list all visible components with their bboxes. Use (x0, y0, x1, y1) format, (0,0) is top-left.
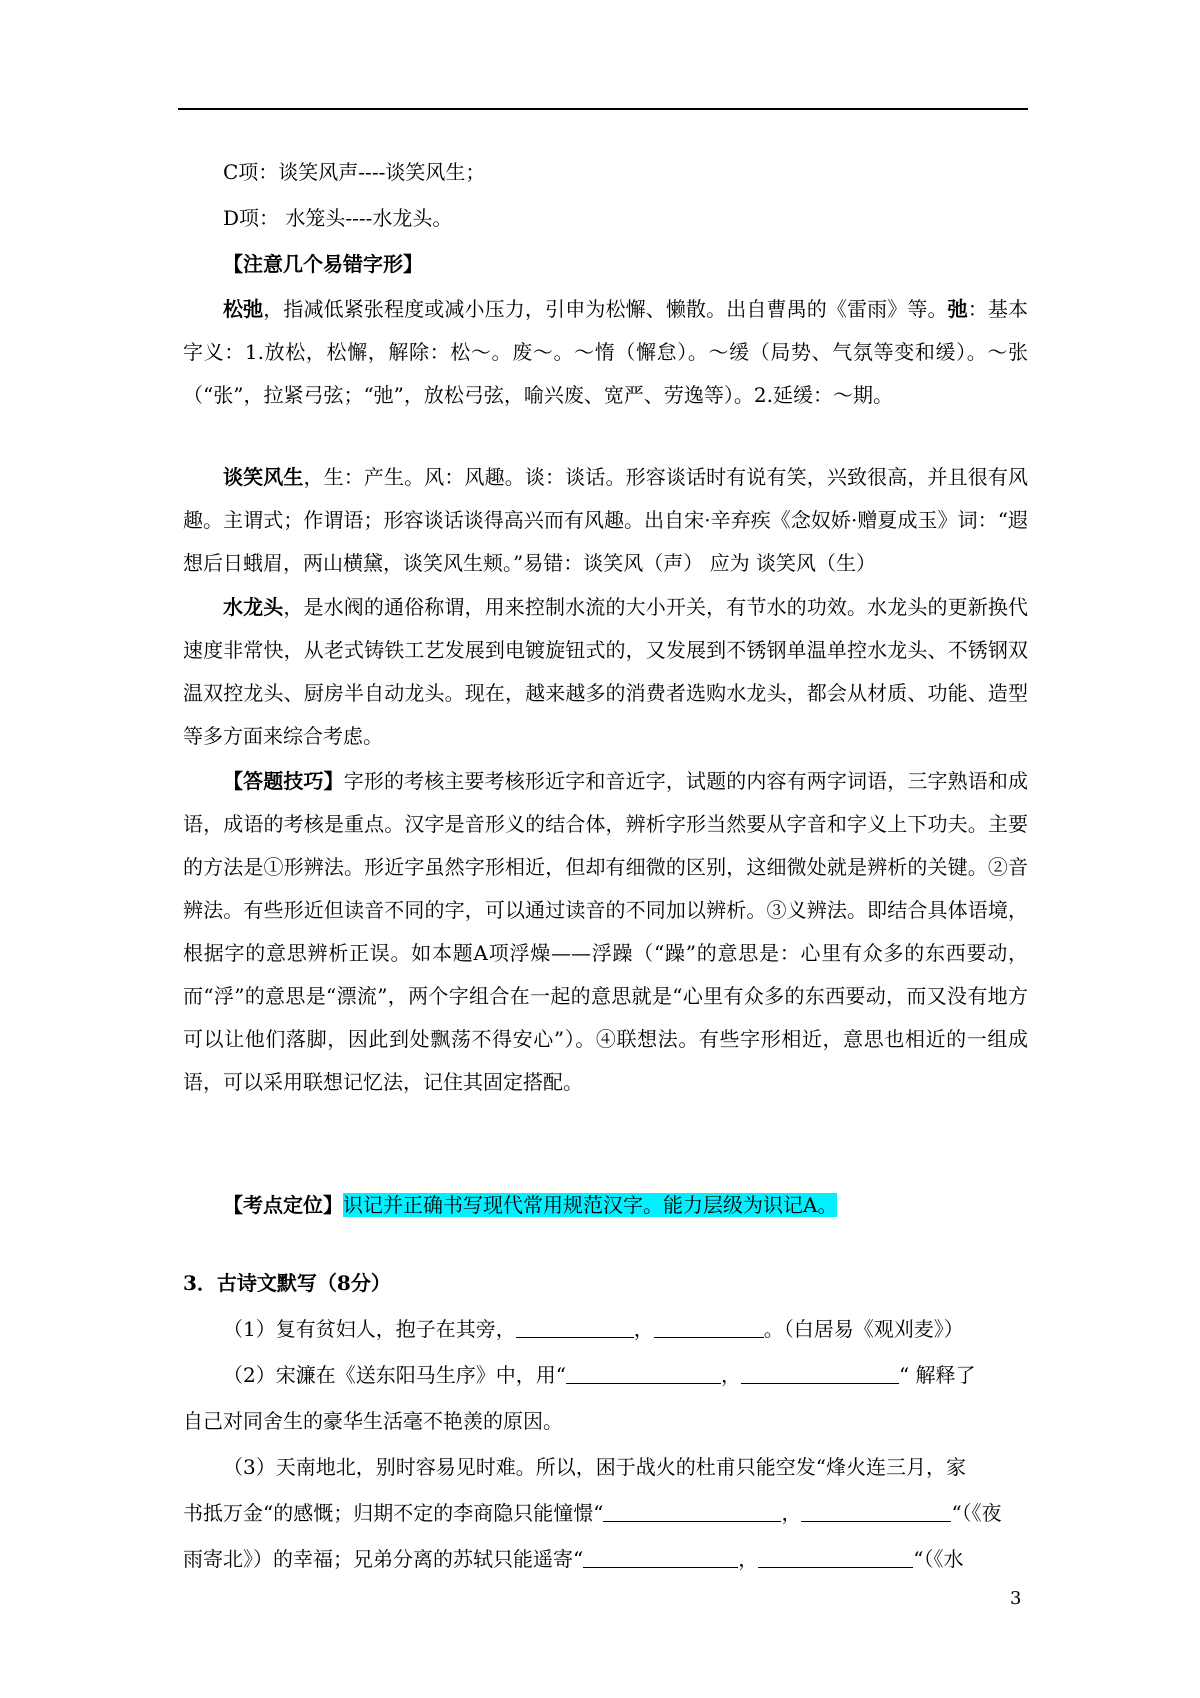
blank-1b[interactable] (654, 1317, 764, 1338)
question-3-3-line3: 雨寄北》）的幸福；兄弟分离的苏轼只能遥寄“ ， “（《水 (183, 1547, 964, 1571)
question-3-3: （3）天南地北，别时容易见时难。所以，困于战火的杜甫只能空发“烽火连三月，家 (223, 1455, 966, 1479)
tips-label: 【答题技巧】 (223, 769, 344, 793)
question-3-1: （1）复有贫妇人，抱子在其旁， ， 。（白居易《观刈麦》） (223, 1317, 964, 1341)
item-d: D项： 水笼头----水龙头。 (223, 206, 453, 230)
blank-2a[interactable] (566, 1363, 721, 1384)
kaodian-line (223, 1193, 1068, 1217)
blank-3d[interactable] (758, 1547, 913, 1568)
item-c: C项：谈笑风声----谈笑风生； (223, 160, 486, 184)
tips-paragraph: 【答题技巧】字形的考核主要考核形近字和音近字，试题的内容有两字词语，三字熟语和成语，成语的考核是重点。汉字是音形义的结合体，辨析字形当然要从字音和字义上下功夫。主要的方法是①形辨法。形近字虽然字形相近，但却有细微的区别，这细微处就是辨析的关键。②音辨法。有些形近但读音不同的字，可以通过读音的不同加以辨析。③义辨法。即结合具体语境，根据字的意思辨析正误。如本题A项浮燥——浮躁（“躁”的意思是：心里有众多的东西要动，而“浮”的意思是“漂流”，两个字组合在一起的意思就是“心里有众多的东西要动，而又没有地方可以让他们落脚，因此到处飘荡不得安心”）。④联想法。有些字形相近，意思也相近的一组成语，可以采用联想记忆法，记住其固定搭配。 (183, 769, 1029, 1094)
term-chi: 弛 (947, 297, 968, 321)
blank-3c[interactable] (583, 1547, 738, 1568)
blank-2b[interactable] (741, 1363, 899, 1384)
notice-heading: 【注意几个易错字形】 (223, 252, 423, 276)
blank-1a[interactable] (516, 1317, 634, 1338)
kaodian-text: 识记并正确书写现代常用规范汉字。能力层级为识记A。 (343, 1193, 838, 1217)
blank-3a[interactable] (603, 1501, 781, 1522)
songchi-paragraph: 松弛，指减低紧张程度或减小压力，引申为松懈、懒散。出自曹禺的《雷雨》等。弛：基本字义：1.放松，松懈，解除：松～。废～。～惰（懈怠）。～缓（局势、气氛等变和缓）。～张（“张”，拉紧弓弦；“弛”，放松弓弦，喻兴废、宽严、劳逸等）。2.延缓：～期。 (183, 297, 1029, 407)
question-3-title: 3．古诗文默写（8分） (183, 1271, 391, 1295)
page-number: 3 (1010, 1588, 1022, 1609)
header-rule (178, 108, 1028, 110)
kaodian-label: 【考点定位】 (223, 1193, 343, 1217)
question-3-2-cont: 自己对同舍生的豪华生活毫不艳羡的原因。 (183, 1409, 563, 1433)
term-songchi: 松弛 (223, 297, 264, 321)
shuilongtou-paragraph: 水龙头，是水阀的通俗称谓，用来控制水流的大小开关，有节水的功效。水龙头的更新换代速度非常快，从老式铸铁工艺发展到电镀旋钮式的，又发展到不锈钢单温单控水龙头、不锈钢双温双控龙头、厨房半自动龙头。现在，越来越多的消费者选购水龙头，都会从材质、功能、造型等多方面来综合考虑。 (183, 595, 1029, 748)
term-shuilongtou: 水龙头 (223, 595, 284, 619)
question-3-2: （2）宋濂在《送东阳马生序》中，用“ ， “ 解释了 (223, 1363, 976, 1387)
question-3-3-line2: 书抵万金“的感慨；归期不定的李商隐只能憧憬“ ， “（《夜 (183, 1501, 1002, 1525)
tanxiao-paragraph: 谈笑风生，生：产生。风：风趣。谈：谈话。形容谈话时有说有笑，兴致很高，并且很有风趣。主谓式；作谓语；形容谈话谈得高兴而有风趣。出自宋·辛弃疾《念奴娇·赠夏成玉》词：“遐想后日蛾眉，两山横黛，谈笑风生颊。”易错：谈笑风（声） 应为 谈笑风（生） (183, 465, 1029, 575)
blank-3b[interactable] (801, 1501, 951, 1522)
term-tanxiao: 谈笑风生 (223, 465, 304, 489)
